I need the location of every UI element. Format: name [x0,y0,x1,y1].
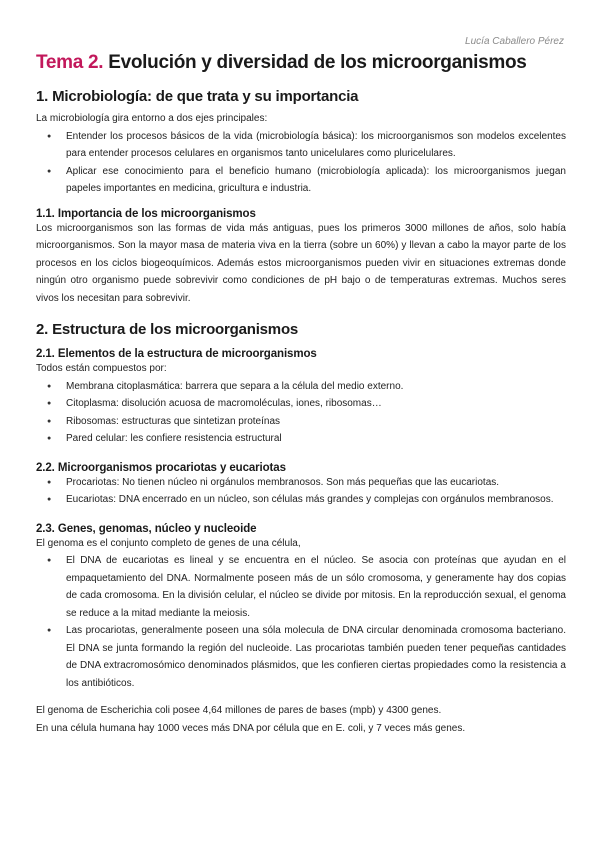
section-1-1-text: Los microorganismos son las formas de vida más antiguas, pues los primeros 3000 millones de años, solo había microorganismos. Son la mayor masa de materia viva en la tierra (sobre un 60%) y llevan a cabo la mayor parte de los procesos en los ciclos biogeoquímicos. Además estos microorganismos pueden vivir en situaciones extremas donde ningún otro organismo puede sobrevivir como condiciones de pH bajo o de temperaturas extremas. Muchos seres vivos los necesitan para sobrevivir. [36,222,566,304]
title-number: Tema 2. [36,52,104,73]
list-item: ● Eucariotas: DNA encerrado en un núcleo, son células más grandes y complejas con orgánulos membranosos. [36,491,566,509]
section-2-1-intro: Todos están compuestos por: [36,363,167,374]
section-2-3-closing-line: En una célula humana hay 1000 veces más DNA por célula que en E. coli, y 7 veces más genes. [36,722,466,734]
list-item: ● Ribosomas: estructuras que sintetizan proteínas [36,413,566,431]
section-2-3-list [36,552,566,692]
section-1-heading: 1. Microbiología: de que trata y su importancia [36,88,359,105]
section-2-heading: 2. Estructura de los microorganismos [36,321,299,338]
section-2-2-list [36,474,566,509]
section-2-1-heading: 2.1. Elementos de la estructura de microorganismos [36,348,317,360]
title-text: Evolución y diversidad de los microorganismos [108,52,527,73]
section-2-3-heading: 2.3. Genes, genomas, núcleo y nucleoide [36,522,257,535]
list-item: ● Entender los procesos básicos de la vida (microbiología básica): los microorganismos son modelos excelentes para entender procesos celulares en organismos tanto unicelulares como pluricelulares. [36,128,566,163]
list-item: ● El DNA de eucariotas es lineal y se encuentra en el núcleo. Se asocia con proteínas que ayudan en el empaquetamiento del DNA. Normalmente poseen más de un sólo cromosoma, y generamente hay dos copias de cada cromosoma. En la división celular, el núcleo se divide por mitosis. En la reproducción sexual, el genoma se reduce a la mitad mediante la meiosis. [36,552,566,622]
list-item: ● Citoplasma: disolución acuosa de macromoléculas, iones, ribosomas… [36,395,566,413]
section-1-list [36,128,566,198]
section-2-3-intro: El genoma es el conjunto completo de genes de una célula, [36,537,301,549]
list-item: ● Pared celular: les confiere resistencia estructural [36,430,566,448]
list-item: ● Membrana citoplasmática: barrera que separa a la célula del medio externo. [36,378,566,396]
page-title [36,52,527,74]
document-body [36,88,566,737]
list-item: ● Aplicar ese conocimiento para el beneficio humano (microbiología aplicada): los microorganismos juegan papeles importantes en medicina, gricultura e industria. [36,163,566,198]
section-2-3-closing-line: El genoma de Escherichia coli posee 4,64 millones de pares de bases (mpb) y 4300 genes. [36,705,442,716]
section-2-1-list [36,378,566,448]
author-name: Lucía Caballero Pérez [465,36,564,47]
list-item: ● Las procariotas, generalmente poseen una sóla molecula de DNA circular denominada cromosoma bacteriano. El DNA se junta formando la región del nucleoide. Las procariotas también pueden tener pequeñas cantidades de DNA extracromosómico denominados plásmidos, que les confieren ciertas propiedades como la resistencia a los antibióticos. [36,622,566,692]
list-item: ● Procariotas: No tienen núcleo ni orgánulos membranosos. Son más pequeñas que las eucariotas. [36,474,566,492]
section-1-1-heading: 1.1. Importancia de los microorganismos [36,207,256,220]
section-1-intro: La microbiología gira entorno a dos ejes principales: [36,113,268,124]
section-2-2-heading: 2.2. Microorganismos procariotas y eucariotas [36,461,286,474]
